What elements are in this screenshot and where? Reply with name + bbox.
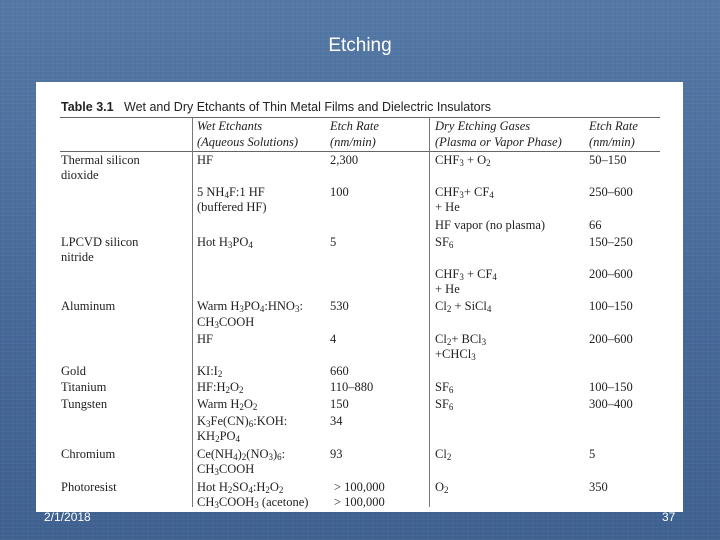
dry-etch-gas: $Cl_2$ + SiCl$_4$	[435, 299, 492, 314]
header-wet-rate: Etch Rate	[330, 119, 379, 133]
dry-etch-rate: 5	[589, 447, 596, 461]
dry-etch-gas: $SF_6$	[435, 380, 454, 395]
wet-etchant: $HF:H_2O_2$	[197, 380, 244, 395]
dry-etch-gas: $Cl_2+ BCl_3$	[435, 332, 487, 347]
wet-etchant: $CH_3COOH$	[197, 462, 255, 477]
wet-etchant: $Ce(NH_4)_2(NO_3)_6$:	[197, 447, 286, 462]
material-tungsten: Tungsten	[61, 397, 108, 411]
wet-etch-rate: 34	[330, 414, 343, 428]
wet-etch-rate: 150	[330, 397, 349, 411]
wet-etch-rate: 100	[330, 185, 349, 199]
material-sin-line1: LPCVD silicon	[61, 235, 139, 249]
wet-etch-rate: 530	[330, 299, 349, 313]
material-photoresist: Photoresist	[61, 480, 117, 494]
slide-title: Etching	[328, 35, 392, 56]
material-sin-line2: nitride	[61, 250, 94, 264]
material-chromium: Chromium	[61, 447, 116, 461]
table-top-rule	[60, 117, 660, 118]
dry-etch-gas: + He	[435, 200, 460, 214]
dry-etch-rate: 200–600	[589, 332, 633, 346]
wet-etch-rate: 93	[330, 447, 343, 461]
wet-etchant: $KI:I_2$	[197, 364, 223, 379]
dry-etch-rate: 350	[589, 480, 608, 494]
header-dry-rate: Etch Rate	[589, 119, 638, 133]
wet-etch-rate: > 100,000	[334, 495, 385, 509]
header-dry-rate-unit: (nm/min)	[589, 135, 635, 149]
dry-etch-rate: 66	[589, 218, 602, 232]
column-divider-right	[429, 117, 430, 507]
header-bottom-rule	[60, 151, 660, 152]
dry-etch-gas: + He	[435, 282, 460, 296]
wet-etchant: Warm $H_2O_2$	[197, 397, 258, 412]
material-sio2-line1: Thermal silicon	[61, 153, 140, 167]
dry-etch-gas: HF vapor (no plasma)	[435, 218, 546, 232]
wet-etchant: $CH_3COOH$	[197, 315, 255, 330]
wet-etchant: Hot $H_3PO_4$	[197, 235, 253, 250]
dry-etch-gas: $O_2$	[435, 480, 449, 495]
dry-etch-gas: +CHCl$_3$	[435, 347, 476, 362]
table-caption-label: Table 3.1	[61, 100, 114, 114]
wet-etch-rate: 110–880	[330, 380, 374, 394]
dry-etch-rate: 100–150	[589, 380, 633, 394]
wet-etch-rate: 5	[330, 235, 337, 249]
wet-etchant: Hot $H_2SO_4:H_2O_2$	[197, 480, 284, 495]
dry-etch-rate: 150–250	[589, 235, 633, 249]
wet-etch-rate: 660	[330, 364, 349, 378]
material-sio2-line2: dioxide	[61, 168, 99, 182]
wet-etchant: 5 $NH_4F:1$ HF	[197, 185, 265, 200]
wet-etchant-note: (buffered HF)	[197, 200, 267, 214]
dry-etch-gas: $SF_6$	[435, 397, 454, 412]
dry-etch-rate: 50–150	[589, 153, 627, 167]
wet-etchant: HF	[197, 153, 213, 167]
etchant-table	[36, 82, 683, 512]
dry-etch-gas: $SF_6$	[435, 235, 454, 250]
slide-date: 2/1/2018	[44, 510, 91, 524]
dry-etch-gas: $Cl_2$	[435, 447, 452, 462]
dry-etch-rate: 200–600	[589, 267, 633, 281]
wet-etchant: $KH_2PO_4$	[197, 429, 241, 444]
wet-etchant: $CH_3COOH_3$ (acetone)	[197, 495, 309, 510]
dry-etch-gas: $CHF_3 + O_2$	[435, 153, 491, 168]
dry-etch-gas: $CHF_3+ CF_4$	[435, 185, 494, 200]
slide-page-number: 37	[662, 510, 676, 524]
wet-etch-rate: 2,300	[330, 153, 359, 167]
table-caption-text: Wet and Dry Etchants of Thin Metal Films and Dielectric Insulators	[124, 100, 492, 114]
table-caption	[61, 100, 491, 114]
material-titanium: Titanium	[61, 380, 107, 394]
material-gold: Gold	[61, 364, 86, 378]
column-divider-left	[192, 117, 193, 507]
header-dry-gases: Dry Etching Gases	[435, 119, 531, 133]
wet-etchant: Warm $H_3PO_4:HNO_3$:	[197, 299, 303, 314]
material-aluminum: Aluminum	[61, 299, 116, 313]
header-wet-rate-unit: (nm/min)	[330, 135, 376, 149]
wet-etch-rate: 4	[330, 332, 337, 346]
dry-etch-rate: 100–150	[589, 299, 633, 313]
wet-etchant: HF	[197, 332, 213, 346]
dry-etch-gas: $CHF_3 + CF_4$	[435, 267, 497, 282]
header-wet-aqueous: (Aqueous Solutions)	[197, 135, 299, 149]
dry-etch-rate: 250–600	[589, 185, 633, 199]
dry-etch-rate: 300–400	[589, 397, 633, 411]
header-wet-etchants: Wet Etchants	[197, 119, 263, 133]
wet-etchant: $K_3Fe(CN)_6:KOH$:	[197, 414, 288, 429]
header-dry-phase: (Plasma or Vapor Phase)	[435, 135, 562, 149]
wet-etch-rate: > 100,000	[334, 480, 385, 494]
